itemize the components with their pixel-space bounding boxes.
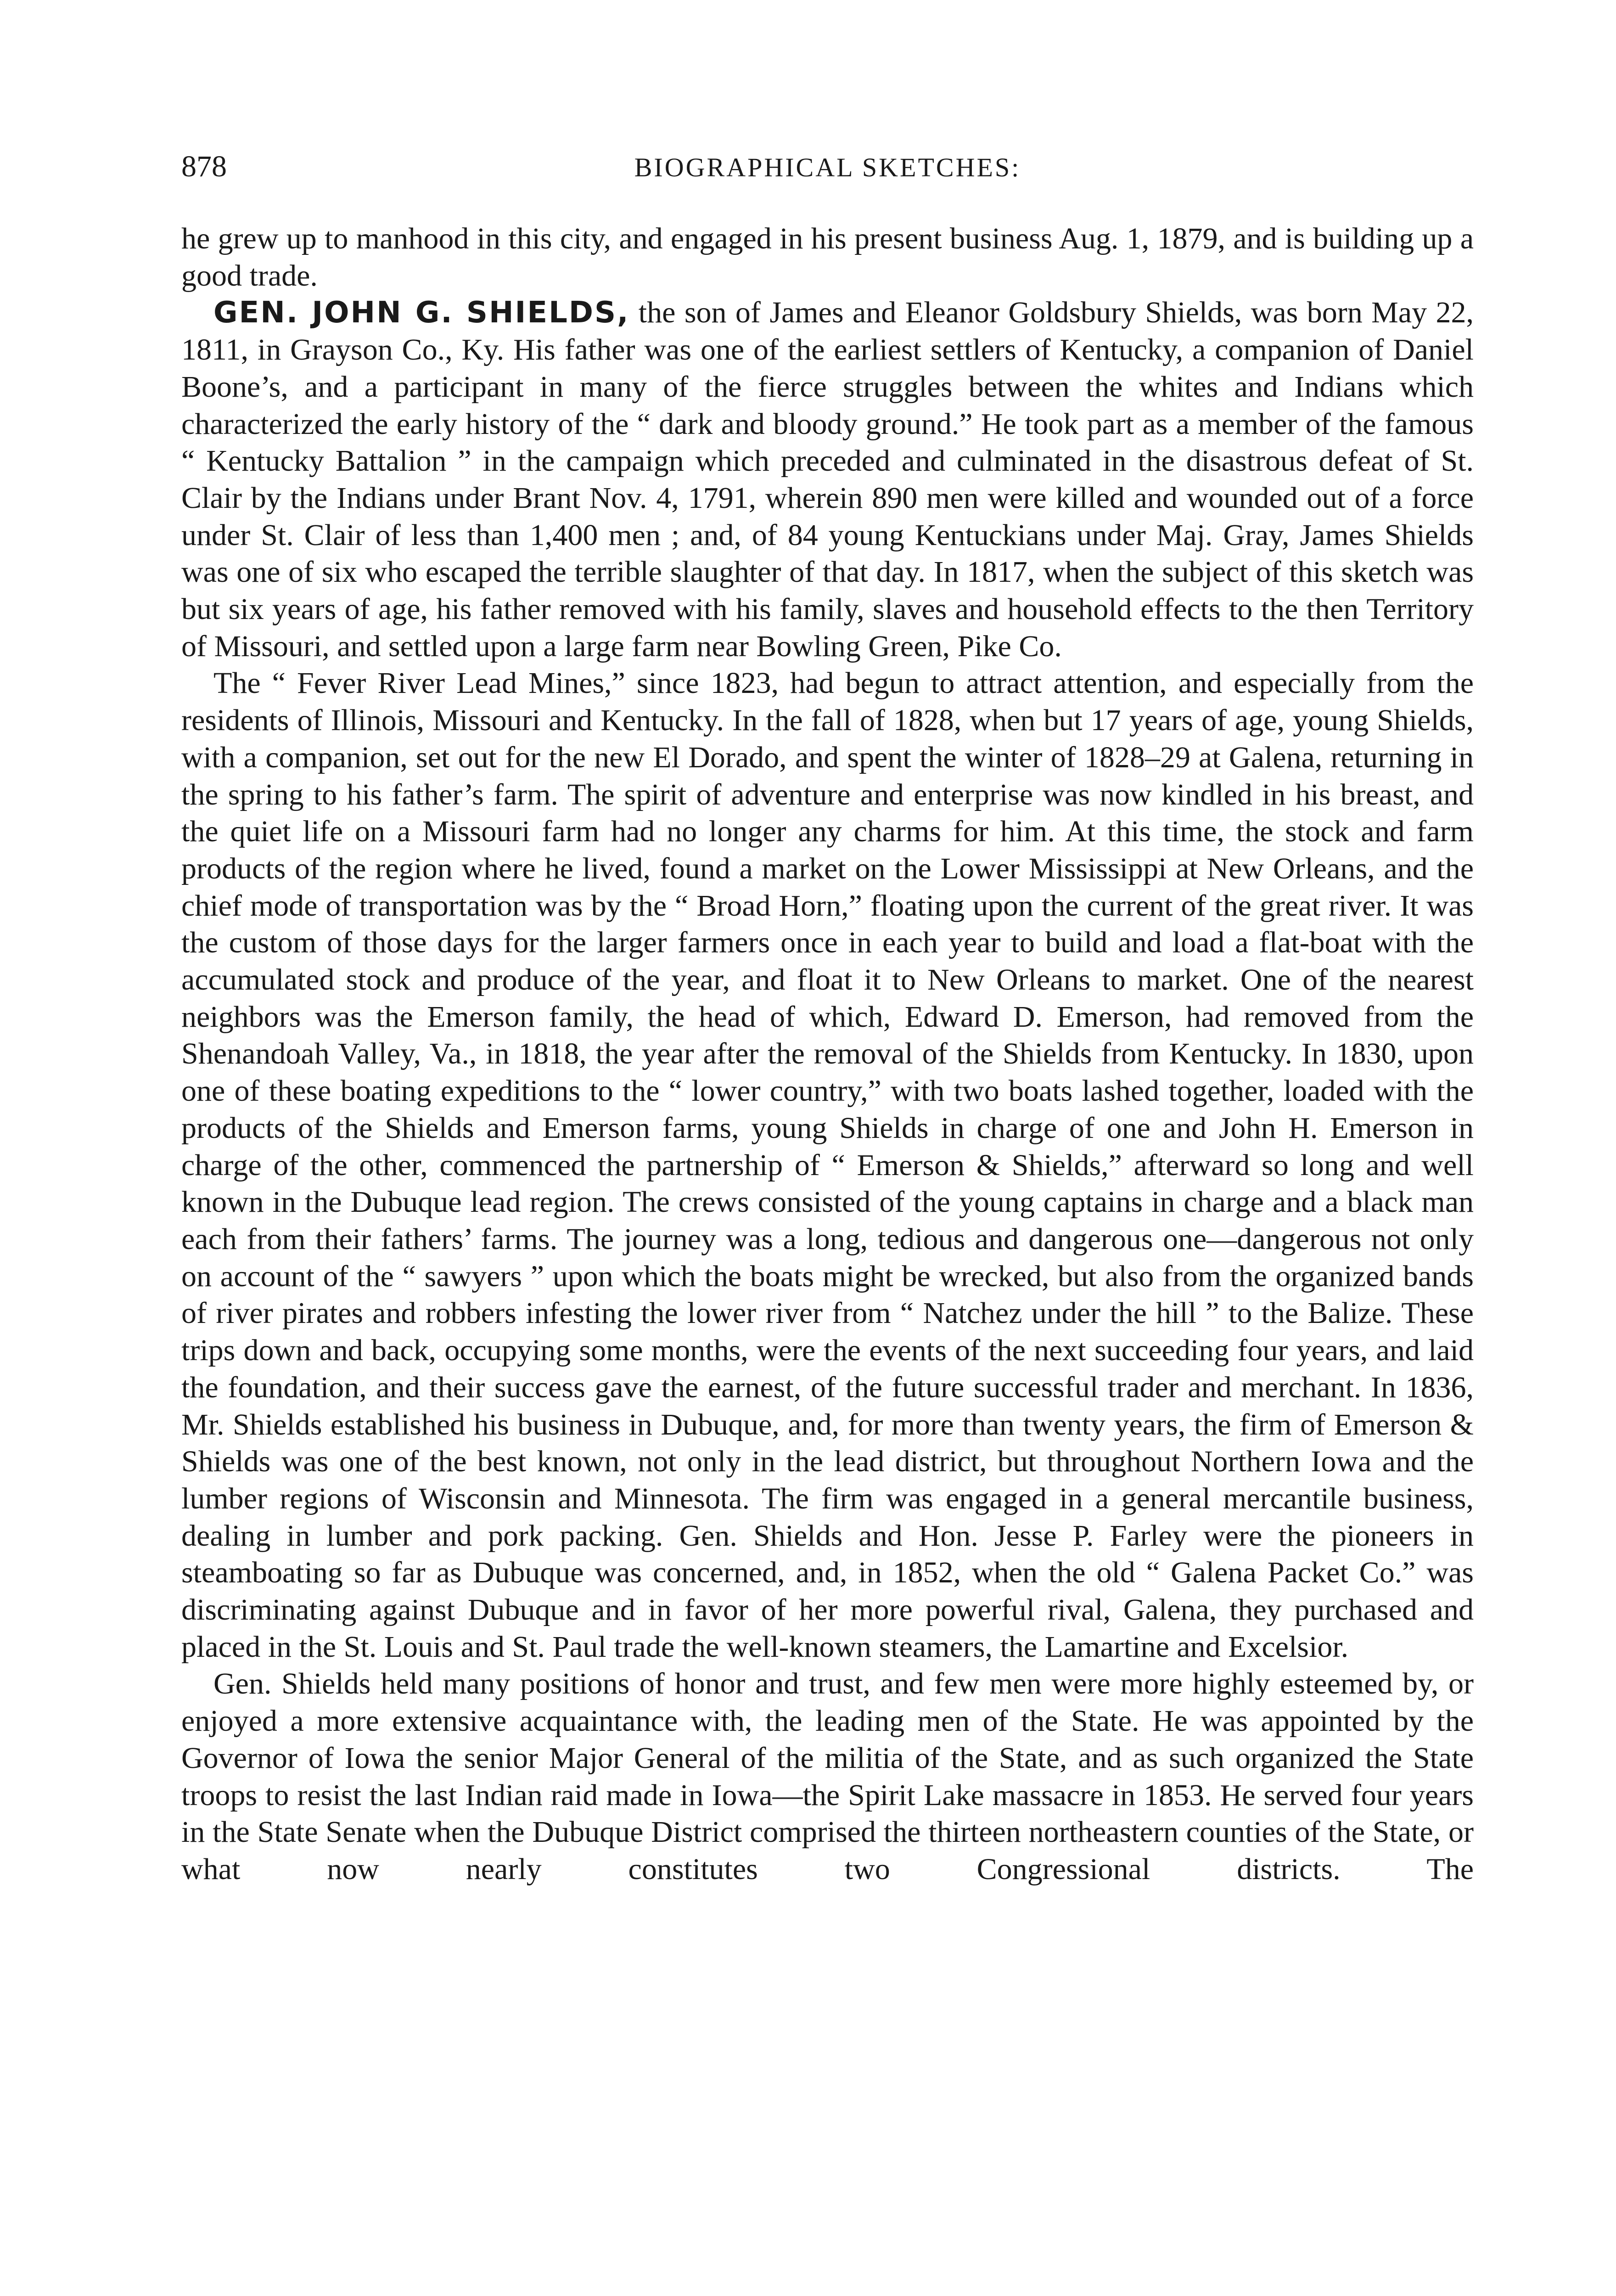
paragraph-biography-intro [181, 294, 1474, 665]
paragraph-biography-intro-text: the son of James and Eleanor Goldsbury Shields, was born May 22, 1811, in Grayson Co., Ky. His father was one of the earliest settlers of Kentucky, a companion of Daniel Boone’s, and a participant in many of the fierce struggles between the whites and Indians which characterized the early history of the “ dark and bloody ground.” He took part as a member of the famous “ Kentucky Battalion ” in the campaign which preceded and culminated in the disastrous defeat of St. Clair by the Indians under Brant Nov. 4, 1791, wherein 890 men were killed and wounded out of a force under St. Clair of less than 1,400 men ; and, of 84 young Kentuckians under Maj. Gray, James Shields was one of six who escaped the terrible slaughter of that day. In 1817, when the subject of this sketch was but six years of age, his father removed with his family, slaves and household effects to the then Territory of Missouri, and settled upon a large farm near Bowling Green, Pike Co. [181, 296, 1474, 663]
running-title: BIOGRAPHICAL SKETCHES: [634, 152, 1021, 182]
running-head [181, 152, 1474, 202]
book-page [181, 152, 1474, 1888]
biography-name-heading: GEN. JOHN G. SHIELDS, [213, 296, 630, 330]
paragraph-positions-of-honor: Gen. Shields held many positions of honor and trust, and few men were more highly esteemed by, or enjoyed a more extensive acquaintance with, the leading men of the State. He was appointed by the Governor of Iowa the senior Major General of the militia of the State, and as such organized the State troops to resist the last Indian raid made in Iowa—the Spirit Lake massacre in 1853. He served four years in the State Senate when the Dubuque District comprised the thirteen northeastern counties of the State, or what now nearly constitutes two Congressional districts. The [181, 1667, 1474, 1886]
body-text [181, 220, 1474, 1888]
page-number: 878 [181, 150, 227, 183]
paragraph-continued: he grew up to manhood in this city, and engaged in his present business Aug. 1, 1879, and is building up a good trade. [181, 222, 1474, 293]
paragraph-lead-mines: The “ Fever River Lead Mines,” since 1823, had begun to attract attention, and especially from the residents of Illinois, Missouri and Kentucky. In the fall of 1828, when but 17 years of age, young Shields, with a companion, set out for the new El Dorado, and spent the winter of 1828–29 at Galena, returning in the spring to his father’s farm. The spirit of adventure and enterprise was now kindled in his breast, and the quiet life on a Missouri farm had no longer any charms for him. At this time, the stock and farm products of the region where he lived, found a market on the Lower Mississippi at New Orleans, and the chief mode of transportation was by the “ Broad Horn,” floating upon the current of the great river. It was the custom of those days for the larger farmers once in each year to build and load a flat-boat with the accumulated stock and produce of the year, and float it to New Orleans to market. One of the nearest neighbors was the Emerson family, the head of which, Edward D. Emerson, had removed from the Shenandoah Valley, Va., in 1818, the year after the removal of the Shields from Kentucky. In 1830, upon one of these boating expeditions to the “ lower country,” with two boats lashed together, loaded with the products of the Shields and Emerson farms, young Shields in charge of one and John H. Emerson in charge of the other, commenced the partnership of “ Emerson & Shields,” afterward so long and well known in the Dubuque lead region. The crews consisted of the young captains in charge and a black man each from their fathers’ farms. The journey was a long, tedious and dangerous one—dangerous not only on account of the “ sawyers ” upon which the boats might be wrecked, but also from the organized bands of river pirates and robbers infesting the lower river from “ Natchez under the hill ” to the Balize. These trips down and back, occupying some months, were the events of the next succeeding four years, and laid the foundation, and their success gave the earnest, of the future successful trader and merchant. In 1836, Mr. Shields established his business in Dubuque, and, for more than twenty years, the firm of Emerson & Shields was one of the best known, not only in the lead district, but throughout Northern Iowa and the lumber regions of Wisconsin and Minnesota. The firm was engaged in a general mercantile business, dealing in lumber and pork packing. Gen. Shields and Hon. Jesse P. Farley were the pioneers in steamboating so far as Dubuque was concerned, and, in 1852, when the old “ Galena Packet Co.” was discriminating against Dubuque and in favor of her more powerful rival, Galena, they purchased and placed in the St. Louis and St. Paul trade the well-known steamers, the Lamartine and Excelsior. [181, 666, 1474, 1664]
